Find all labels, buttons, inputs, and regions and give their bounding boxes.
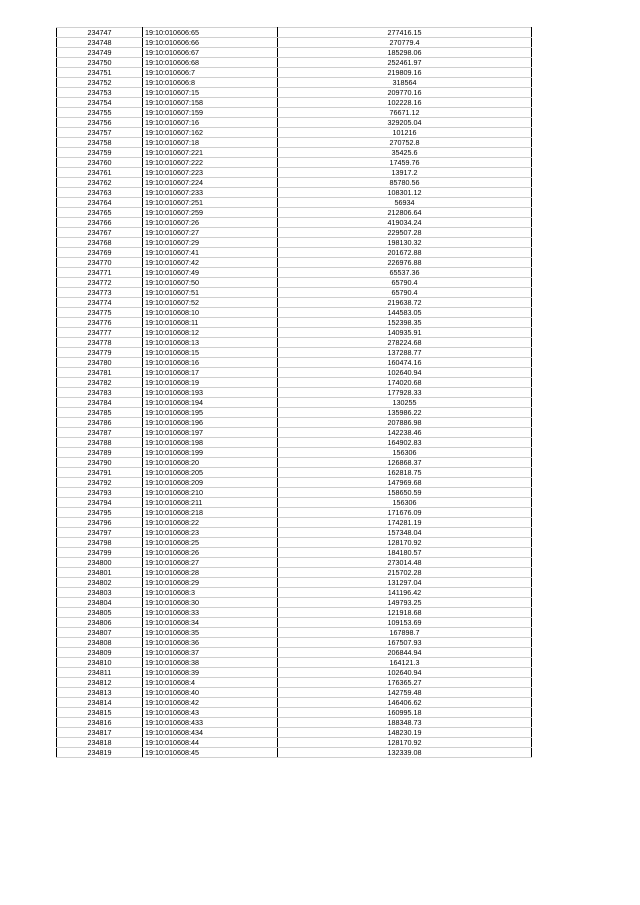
row-id-cell: 234767 (57, 228, 143, 238)
cadastral-number-cell: 19:10:010607:259 (143, 208, 278, 218)
cadastral-number-cell: 19:10:010608:434 (143, 728, 278, 738)
cadastral-number-cell: 19:10:010608:12 (143, 328, 278, 338)
row-id-cell: 234785 (57, 408, 143, 418)
table-row (57, 458, 532, 468)
table-row (57, 588, 532, 598)
value-cell: 162818.75 (278, 468, 532, 478)
row-id-cell: 234755 (57, 108, 143, 118)
value-cell: 35425.6 (278, 148, 532, 158)
table-row (57, 658, 532, 668)
row-id-cell: 234783 (57, 388, 143, 398)
value-cell: 174020.68 (278, 378, 532, 388)
cadastral-number-cell: 19:10:010608:3 (143, 588, 278, 598)
value-cell: 137288.77 (278, 348, 532, 358)
value-cell: 188348.73 (278, 718, 532, 728)
row-id-cell: 234792 (57, 478, 143, 488)
value-cell: 184180.57 (278, 548, 532, 558)
value-cell: 56934 (278, 198, 532, 208)
cadastral-number-cell: 19:10:010608:13 (143, 338, 278, 348)
cadastral-number-cell: 19:10:010608:28 (143, 568, 278, 578)
table-row (57, 38, 532, 48)
cadastral-number-cell: 19:10:010607:50 (143, 278, 278, 288)
value-cell: 156306 (278, 498, 532, 508)
row-id-cell: 234766 (57, 218, 143, 228)
cadastral-number-cell: 19:10:010607:221 (143, 148, 278, 158)
cadastral-number-cell: 19:10:010608:27 (143, 558, 278, 568)
cadastral-number-cell: 19:10:010607:159 (143, 108, 278, 118)
value-cell: 215702.28 (278, 568, 532, 578)
cadastral-number-cell: 19:10:010606:7 (143, 68, 278, 78)
table-row (57, 168, 532, 178)
row-id-cell: 234810 (57, 658, 143, 668)
cadastral-number-cell: 19:10:010607:29 (143, 238, 278, 248)
value-cell: 209770.16 (278, 88, 532, 98)
cadastral-number-cell: 19:10:010607:251 (143, 198, 278, 208)
table-row (57, 278, 532, 288)
row-id-cell: 234771 (57, 268, 143, 278)
value-cell: 130255 (278, 398, 532, 408)
table-row (57, 618, 532, 628)
row-id-cell: 234795 (57, 508, 143, 518)
table-row (57, 498, 532, 508)
value-cell: 171676.09 (278, 508, 532, 518)
cadastral-number-cell: 19:10:010607:51 (143, 288, 278, 298)
cadastral-number-cell: 19:10:010608:22 (143, 518, 278, 528)
table-row (57, 388, 532, 398)
row-id-cell: 234776 (57, 318, 143, 328)
cadastral-number-cell: 19:10:010608:39 (143, 668, 278, 678)
cadastral-number-cell: 19:10:010608:15 (143, 348, 278, 358)
row-id-cell: 234760 (57, 158, 143, 168)
table-row (57, 748, 532, 758)
row-id-cell: 234762 (57, 178, 143, 188)
cadastral-number-cell: 19:10:010607:224 (143, 178, 278, 188)
table-row (57, 718, 532, 728)
table-row (57, 318, 532, 328)
cadastral-number-cell: 19:10:010607:16 (143, 118, 278, 128)
cadastral-number-cell: 19:10:010608:38 (143, 658, 278, 668)
value-cell: 65537.36 (278, 268, 532, 278)
cadastral-number-cell: 19:10:010608:35 (143, 628, 278, 638)
cadastral-number-cell: 19:10:010608:44 (143, 738, 278, 748)
row-id-cell: 234818 (57, 738, 143, 748)
cadastral-number-cell: 19:10:010608:199 (143, 448, 278, 458)
cadastral-number-cell: 19:10:010608:26 (143, 548, 278, 558)
table-row (57, 638, 532, 648)
table-row (57, 108, 532, 118)
row-id-cell: 234796 (57, 518, 143, 528)
row-id-cell: 234769 (57, 248, 143, 258)
table-row (57, 668, 532, 678)
row-id-cell: 234805 (57, 608, 143, 618)
cadastral-number-cell: 19:10:010608:205 (143, 468, 278, 478)
table-row (57, 528, 532, 538)
cadastral-number-cell: 19:10:010606:65 (143, 28, 278, 38)
row-id-cell: 234750 (57, 58, 143, 68)
row-id-cell: 234814 (57, 698, 143, 708)
value-cell: 158650.59 (278, 488, 532, 498)
table-row (57, 418, 532, 428)
table-row (57, 368, 532, 378)
table-row (57, 288, 532, 298)
table-row (57, 468, 532, 478)
row-id-cell: 234749 (57, 48, 143, 58)
row-id-cell: 234801 (57, 568, 143, 578)
table-row (57, 568, 532, 578)
row-id-cell: 234809 (57, 648, 143, 658)
table-row (57, 438, 532, 448)
row-id-cell: 234775 (57, 308, 143, 318)
row-id-cell: 234774 (57, 298, 143, 308)
row-id-cell: 234808 (57, 638, 143, 648)
cadastral-number-cell: 19:10:010606:66 (143, 38, 278, 48)
row-id-cell: 234789 (57, 448, 143, 458)
value-cell: 329205.04 (278, 118, 532, 128)
value-cell: 219638.72 (278, 298, 532, 308)
table-row (57, 398, 532, 408)
cadastral-number-cell: 19:10:010607:223 (143, 168, 278, 178)
table-row (57, 628, 532, 638)
row-id-cell: 234816 (57, 718, 143, 728)
table-row (57, 48, 532, 58)
value-cell: 164902.83 (278, 438, 532, 448)
value-cell: 167507.93 (278, 638, 532, 648)
cadastral-number-cell: 19:10:010608:25 (143, 538, 278, 548)
cadastral-number-cell: 19:10:010608:30 (143, 598, 278, 608)
table-row (57, 138, 532, 148)
cadastral-number-cell: 19:10:010606:67 (143, 48, 278, 58)
cadastral-number-cell: 19:10:010608:218 (143, 508, 278, 518)
value-cell: 252461.97 (278, 58, 532, 68)
table-row (57, 738, 532, 748)
value-cell: 212806.64 (278, 208, 532, 218)
cadastral-number-cell: 19:10:010608:19 (143, 378, 278, 388)
row-id-cell: 234798 (57, 538, 143, 548)
row-id-cell: 234757 (57, 128, 143, 138)
table-row (57, 68, 532, 78)
table-row (57, 58, 532, 68)
value-cell: 85780.56 (278, 178, 532, 188)
cadastral-number-cell: 19:10:010607:158 (143, 98, 278, 108)
row-id-cell: 234752 (57, 78, 143, 88)
row-id-cell: 234800 (57, 558, 143, 568)
cadastral-number-cell: 19:10:010608:40 (143, 688, 278, 698)
table-row (57, 308, 532, 318)
cadastral-number-cell: 19:10:010608:211 (143, 498, 278, 508)
row-id-cell: 234817 (57, 728, 143, 738)
cadastral-number-cell: 19:10:010608:42 (143, 698, 278, 708)
row-id-cell: 234772 (57, 278, 143, 288)
row-id-cell: 234790 (57, 458, 143, 468)
table-row (57, 268, 532, 278)
value-cell: 149793.25 (278, 598, 532, 608)
table-row (57, 428, 532, 438)
table-row (57, 648, 532, 658)
row-id-cell: 234819 (57, 748, 143, 758)
row-id-cell: 234784 (57, 398, 143, 408)
value-cell: 164121.3 (278, 658, 532, 668)
value-cell: 128170.92 (278, 538, 532, 548)
value-cell: 277416.15 (278, 28, 532, 38)
table-row (57, 328, 532, 338)
table-row (57, 488, 532, 498)
row-id-cell: 234768 (57, 238, 143, 248)
value-cell: 198130.32 (278, 238, 532, 248)
cadastral-number-cell: 19:10:010607:27 (143, 228, 278, 238)
cadastral-number-cell: 19:10:010607:18 (143, 138, 278, 148)
value-cell: 102640.94 (278, 368, 532, 378)
table-row (57, 198, 532, 208)
row-id-cell: 234770 (57, 258, 143, 268)
row-id-cell: 234788 (57, 438, 143, 448)
cadastral-number-cell: 19:10:010608:29 (143, 578, 278, 588)
row-id-cell: 234786 (57, 418, 143, 428)
value-cell: 174281.19 (278, 518, 532, 528)
table-row (57, 188, 532, 198)
value-cell: 128170.92 (278, 738, 532, 748)
table-row (57, 578, 532, 588)
row-id-cell: 234781 (57, 368, 143, 378)
row-id-cell: 234780 (57, 358, 143, 368)
table-row (57, 28, 532, 38)
table-row (57, 728, 532, 738)
value-cell: 419034.24 (278, 218, 532, 228)
cadastral-number-cell: 19:10:010608:36 (143, 638, 278, 648)
value-cell: 148230.19 (278, 728, 532, 738)
cadastral-number-cell: 19:10:010608:195 (143, 408, 278, 418)
row-id-cell: 234751 (57, 68, 143, 78)
cadastral-number-cell: 19:10:010608:23 (143, 528, 278, 538)
row-id-cell: 234804 (57, 598, 143, 608)
table-row (57, 158, 532, 168)
value-cell: 146406.62 (278, 698, 532, 708)
value-cell: 167898.7 (278, 628, 532, 638)
cadastral-number-cell: 19:10:010608:20 (143, 458, 278, 468)
row-id-cell: 234747 (57, 28, 143, 38)
value-cell: 185298.06 (278, 48, 532, 58)
value-cell: 102228.16 (278, 98, 532, 108)
table-row (57, 558, 532, 568)
value-cell: 278224.68 (278, 338, 532, 348)
value-cell: 160474.16 (278, 358, 532, 368)
cadastral-number-cell: 19:10:010608:37 (143, 648, 278, 658)
table-row (57, 228, 532, 238)
value-cell: 201672.88 (278, 248, 532, 258)
row-id-cell: 234793 (57, 488, 143, 498)
cadastral-number-cell: 19:10:010608:197 (143, 428, 278, 438)
cadastral-number-cell: 19:10:010608:16 (143, 358, 278, 368)
cadastral-number-cell: 19:10:010607:26 (143, 218, 278, 228)
table-row (57, 698, 532, 708)
row-id-cell: 234812 (57, 678, 143, 688)
cadastral-number-cell: 19:10:010608:34 (143, 618, 278, 628)
value-cell: 135986.22 (278, 408, 532, 418)
row-id-cell: 234813 (57, 688, 143, 698)
row-id-cell: 234765 (57, 208, 143, 218)
table-row (57, 338, 532, 348)
table-row (57, 238, 532, 248)
value-cell: 76671.12 (278, 108, 532, 118)
table-body (57, 28, 532, 758)
table-row (57, 378, 532, 388)
row-id-cell: 234803 (57, 588, 143, 598)
value-cell: 157348.04 (278, 528, 532, 538)
row-id-cell: 234811 (57, 668, 143, 678)
value-cell: 147969.68 (278, 478, 532, 488)
value-cell: 206844.94 (278, 648, 532, 658)
row-id-cell: 234778 (57, 338, 143, 348)
cadastral-number-cell: 19:10:010608:194 (143, 398, 278, 408)
cadastral-number-cell: 19:10:010607:52 (143, 298, 278, 308)
cadastral-number-cell: 19:10:010608:11 (143, 318, 278, 328)
row-id-cell: 234777 (57, 328, 143, 338)
row-id-cell: 234815 (57, 708, 143, 718)
table-row (57, 688, 532, 698)
value-cell: 273014.48 (278, 558, 532, 568)
table-row (57, 408, 532, 418)
row-id-cell: 234764 (57, 198, 143, 208)
table-row (57, 678, 532, 688)
cadastral-number-cell: 19:10:010607:42 (143, 258, 278, 268)
value-cell: 142759.48 (278, 688, 532, 698)
table-row (57, 88, 532, 98)
row-id-cell: 234759 (57, 148, 143, 158)
value-cell: 109153.69 (278, 618, 532, 628)
table-row (57, 208, 532, 218)
table-row (57, 348, 532, 358)
row-id-cell: 234761 (57, 168, 143, 178)
cadastral-number-cell: 19:10:010608:17 (143, 368, 278, 378)
cadastral-number-cell: 19:10:010607:15 (143, 88, 278, 98)
cadastral-number-cell: 19:10:010608:433 (143, 718, 278, 728)
table-row (57, 518, 532, 528)
cadastral-number-cell: 19:10:010607:222 (143, 158, 278, 168)
cadastral-number-cell: 19:10:010608:198 (143, 438, 278, 448)
value-cell: 65790.4 (278, 278, 532, 288)
value-cell: 229507.28 (278, 228, 532, 238)
row-id-cell: 234794 (57, 498, 143, 508)
table-row (57, 148, 532, 158)
row-id-cell: 234807 (57, 628, 143, 638)
row-id-cell: 234763 (57, 188, 143, 198)
row-id-cell: 234779 (57, 348, 143, 358)
value-cell: 132339.08 (278, 748, 532, 758)
value-cell: 207886.98 (278, 418, 532, 428)
cadastral-number-cell: 19:10:010606:68 (143, 58, 278, 68)
cadastral-number-cell: 19:10:010607:162 (143, 128, 278, 138)
table-row (57, 298, 532, 308)
value-cell: 65790.4 (278, 288, 532, 298)
table-row (57, 128, 532, 138)
row-id-cell: 234754 (57, 98, 143, 108)
table-row (57, 248, 532, 258)
cadastral-number-cell: 19:10:010608:209 (143, 478, 278, 488)
value-cell: 140935.91 (278, 328, 532, 338)
value-cell: 152398.35 (278, 318, 532, 328)
table-row (57, 478, 532, 488)
table-row (57, 258, 532, 268)
value-cell: 102640.94 (278, 668, 532, 678)
cadastral-number-cell: 19:10:010608:33 (143, 608, 278, 618)
row-id-cell: 234791 (57, 468, 143, 478)
row-id-cell: 234782 (57, 378, 143, 388)
row-id-cell: 234797 (57, 528, 143, 538)
cadastral-number-cell: 19:10:010608:45 (143, 748, 278, 758)
cadastral-number-cell: 19:10:010608:210 (143, 488, 278, 498)
row-id-cell: 234758 (57, 138, 143, 148)
table-row (57, 98, 532, 108)
value-cell: 108301.12 (278, 188, 532, 198)
row-id-cell: 234748 (57, 38, 143, 48)
row-id-cell: 234802 (57, 578, 143, 588)
row-id-cell: 234773 (57, 288, 143, 298)
value-cell: 226976.88 (278, 258, 532, 268)
value-cell: 219809.16 (278, 68, 532, 78)
table-row (57, 508, 532, 518)
value-cell: 318564 (278, 78, 532, 88)
value-cell: 126868.37 (278, 458, 532, 468)
cadastral-number-cell: 19:10:010608:193 (143, 388, 278, 398)
value-cell: 160995.18 (278, 708, 532, 718)
table-row (57, 598, 532, 608)
cadastral-number-cell: 19:10:010607:233 (143, 188, 278, 198)
value-cell: 17459.76 (278, 158, 532, 168)
cadastral-number-cell: 19:10:010607:49 (143, 268, 278, 278)
table-row (57, 538, 532, 548)
row-id-cell: 234799 (57, 548, 143, 558)
row-id-cell: 234806 (57, 618, 143, 628)
value-cell: 156306 (278, 448, 532, 458)
row-id-cell: 234787 (57, 428, 143, 438)
cadastral-number-cell: 19:10:010608:196 (143, 418, 278, 428)
value-cell: 177928.33 (278, 388, 532, 398)
table-row (57, 448, 532, 458)
table-row (57, 218, 532, 228)
value-cell: 270752.8 (278, 138, 532, 148)
row-id-cell: 234753 (57, 88, 143, 98)
data-table (56, 27, 532, 758)
cadastral-number-cell: 19:10:010608:10 (143, 308, 278, 318)
value-cell: 101216 (278, 128, 532, 138)
cadastral-number-cell: 19:10:010607:41 (143, 248, 278, 258)
table-row (57, 708, 532, 718)
value-cell: 121918.68 (278, 608, 532, 618)
table-row (57, 548, 532, 558)
table-row (57, 358, 532, 368)
row-id-cell: 234756 (57, 118, 143, 128)
value-cell: 131297.04 (278, 578, 532, 588)
table-row (57, 608, 532, 618)
cadastral-number-cell: 19:10:010606:8 (143, 78, 278, 88)
cadastral-number-cell: 19:10:010608:4 (143, 678, 278, 688)
table-row (57, 178, 532, 188)
value-cell: 144583.05 (278, 308, 532, 318)
cadastral-number-cell: 19:10:010608:43 (143, 708, 278, 718)
value-cell: 13917.2 (278, 168, 532, 178)
value-cell: 270779.4 (278, 38, 532, 48)
value-cell: 176365.27 (278, 678, 532, 688)
table-row (57, 78, 532, 88)
value-cell: 142238.46 (278, 428, 532, 438)
value-cell: 141196.42 (278, 588, 532, 598)
table-row (57, 118, 532, 128)
